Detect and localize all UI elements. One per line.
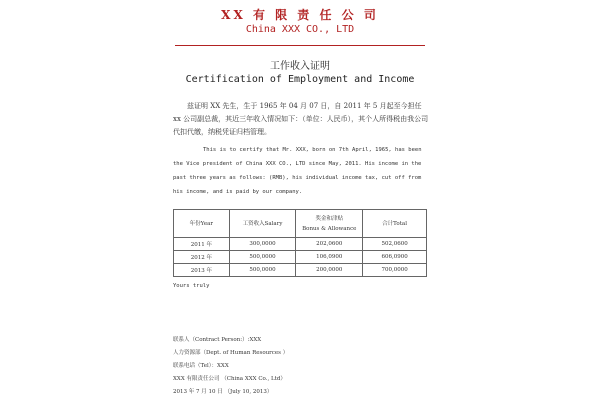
certification-paragraph-en: This is to certify that Mr. XXX, born on 7th April, 1965, has been the Vice president of China XXX CO., LTD since May, 2011. His income in the past three years as follows: (RMB), his individual income tax, cut off from his income, and is paid by our company.	[173, 147, 422, 195]
cell-year: 2011 年	[174, 238, 230, 251]
header-bonus	[296, 210, 363, 238]
cell-bonus: 106,0900	[296, 251, 363, 264]
contact-block	[173, 334, 433, 399]
certification-paragraph-cn: 兹证明 XX 先生，生于 1965 年 04 月 07 日，自 2011 年 5 月起至今担任 xx 公司副总裁，其近三年收入情况如下：（单位：人民币），其个人所得税由我公司代扣代缴，纳税凭证归档管理。	[173, 102, 429, 136]
table-row	[174, 238, 427, 251]
contact-phone: 联系电话（Tel）：XXX	[173, 363, 229, 369]
contact-date: 2013 年 7 月 10 日 （July 10, 2013）	[173, 389, 273, 395]
cell-year: 2012 年	[174, 251, 230, 264]
company-name-en: China XXX CO., LTD	[245, 24, 355, 35]
table-row	[174, 251, 427, 264]
table-header-row	[174, 210, 427, 238]
header-divider	[175, 45, 425, 46]
cell-salary: 300,0000	[229, 238, 296, 251]
header-year: 年份Year	[174, 210, 230, 238]
income-table	[173, 209, 427, 277]
cell-bonus: 202,0600	[296, 238, 363, 251]
header-bonus-cn: 奖金和津贴	[315, 215, 344, 222]
contact-company: XXX 有限责任公司 （China XXX Co., Ltd）	[173, 376, 286, 382]
company-name-cn: XX 有 限 责 任 公 司	[221, 8, 379, 22]
contact-person: 联系人（Contract Person:）:XXX	[173, 337, 262, 343]
cell-total: 502,0600	[363, 238, 427, 251]
cell-bonus: 200,0000	[296, 264, 363, 277]
cell-year: 2013 年	[174, 264, 230, 277]
cell-salary: 500,0000	[229, 264, 296, 277]
contact-department: 人力资源部（Dept. of Human Resources ）	[173, 350, 289, 356]
header-total: 合计Total	[363, 210, 427, 238]
document-title-en: Certification of Employment and Income	[185, 74, 415, 85]
closing-line: Yours truly	[173, 283, 210, 289]
header-salary: 工资收入Salary	[229, 210, 296, 238]
header-bonus-en: Bonus & Allowance	[302, 225, 357, 232]
cell-total: 700,0000	[363, 264, 427, 277]
cell-salary: 500,0000	[229, 251, 296, 264]
document-title-cn: 工作收入证明	[270, 61, 330, 72]
table-row	[174, 264, 427, 277]
cell-total: 606,0900	[363, 251, 427, 264]
